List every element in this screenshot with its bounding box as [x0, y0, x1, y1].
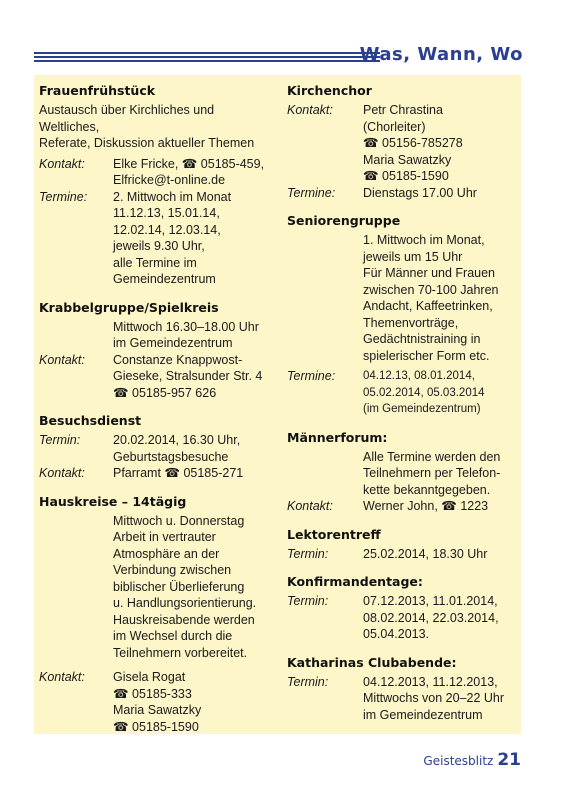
section-title: Besuchsdienst	[39, 413, 142, 428]
contact-value: Werner John, ☎ 1223	[363, 499, 489, 513]
magazine-name: Geistesblitz	[423, 754, 494, 768]
date-value: 07.12.2013, 11.01.2014, 08.02.2014, 22.03.2014, 05.04.2013.	[363, 594, 499, 641]
date-label: Termin:	[287, 594, 329, 608]
section-maennerforum	[287, 430, 519, 515]
date-label: Termin:	[287, 546, 329, 561]
section-kirchenchor	[287, 83, 519, 201]
dates-row	[287, 185, 519, 202]
section-seniorengruppe	[287, 213, 519, 418]
date-label: Termin:	[39, 433, 81, 447]
section-krabbelgruppe	[39, 300, 276, 402]
section-title: Seniorengruppe	[287, 213, 401, 228]
section-title: Krabbelgruppe/Spielkreis	[39, 299, 219, 315]
section-title: Lektorentreff	[287, 526, 381, 542]
contact-label: Kontakt:	[39, 156, 85, 171]
date-row	[287, 674, 519, 724]
date-label: Termin:	[287, 674, 329, 689]
info-row	[287, 232, 519, 364]
dates-value: Dienstags 17.00 Uhr	[363, 185, 477, 200]
contact-row	[39, 465, 276, 482]
section-title: Hauskreise – 14tägig	[39, 493, 187, 509]
section-title: Kirchenchor	[287, 83, 372, 98]
right-column	[287, 83, 519, 735]
dates-value: 2. Mittwoch im Monat 11.12.13, 15.01.14, 12.02.14, 12.03.14, jeweils 9.30 Uhr, alle Termine im Gemeindezentrum	[113, 189, 232, 286]
section-besuchsdienst	[39, 413, 276, 482]
info-value: Mittwoch 16.30–18.00 Uhr im Gemeindezentrum	[113, 319, 259, 350]
page-footer	[423, 750, 521, 770]
left-column	[39, 83, 276, 747]
date-value: 25.02.2014, 18.30 Uhr	[363, 546, 488, 561]
date-row	[39, 432, 276, 465]
info-value: 1. Mittwoch im Monat, jeweils um 15 Uhr Für Männer und Frauen zwischen 70-100 Jahren Andacht, Kaffeetrinken, Themenvorträge, Gedächtnistraining in spielerischer Form etc.	[363, 233, 499, 363]
dates-label: Termine:	[287, 185, 336, 200]
contact-value: Elke Fricke, ☎ 05185-459, Elfricke@t-online.de	[113, 156, 265, 187]
contact-label: Kontakt:	[39, 466, 85, 480]
contact-value: Gisela Rogat ☎ 05185-333 Maria Sawatzky ☎ 05185-1590	[113, 670, 202, 734]
date-value: 04.12.2013, 11.12.2013, Mittwochs von 20–22 Uhr im Gemeindezentrum	[363, 674, 505, 722]
page-number: 21	[497, 750, 521, 770]
header-rule	[34, 52, 380, 66]
dates-label: Termine:	[39, 189, 88, 204]
contact-value: Petr Chrastina (Chorleiter) ☎ 05156-785278 Maria Sawatzky ☎ 05185-1590	[363, 103, 463, 183]
contact-value: Constanze Knappwost- Gieseke, Stralsunder Str. 4 ☎ 05185-957 626	[113, 352, 263, 400]
contact-label: Kontakt:	[39, 670, 85, 684]
section-lektorentreff	[287, 527, 519, 563]
date-row	[287, 593, 519, 643]
contact-row	[39, 669, 276, 735]
section-title: Frauenfrühstück	[39, 83, 156, 98]
section-title: Katharinas Clubabende:	[287, 654, 457, 670]
date-value: 20.02.2014, 16.30 Uhr, Geburtstagsbesuche	[113, 433, 241, 464]
section-title: Männerforum:	[287, 429, 388, 445]
dates-label: Termine:	[287, 369, 336, 383]
contact-row	[287, 102, 519, 185]
info-row	[39, 319, 276, 352]
events-panel	[34, 75, 521, 734]
section-hauskreise	[39, 494, 276, 736]
section-clubabende	[287, 655, 519, 724]
info-value: Alle Termine werden den Teilnehmern per Telefon- kette bekanntgegeben.	[363, 449, 501, 497]
dates-row	[287, 368, 519, 418]
page-title: Was, Wann, Wo	[359, 44, 523, 65]
contact-row	[39, 156, 276, 189]
contact-label: Kontakt:	[287, 499, 333, 513]
contact-label: Kontakt:	[39, 352, 85, 367]
contact-row	[39, 352, 276, 402]
info-row	[287, 449, 519, 499]
info-value: Mittwoch u. Donnerstag Arbeit in vertrauter Atmosphäre an der Verbindung zwischen biblischer Überlieferung u. Handlungsorientierung. Hauskreisabende werden im Wechsel durch die Teilnehmern vorbereitet.	[113, 513, 257, 660]
dates-value: 04.12.13, 08.01.2014, 05.02.2014, 05.03.2014 (im Gemeindezentrum)	[363, 370, 485, 415]
contact-label: Kontakt:	[287, 103, 333, 117]
contact-row	[287, 498, 519, 515]
section-konfirmandentage	[287, 574, 519, 643]
dates-row	[39, 189, 276, 288]
info-row	[39, 513, 276, 662]
section-description: Austausch über Kirchliches und Weltliches, Referate, Diskussion aktueller Themen	[39, 103, 255, 150]
contact-value: Pfarramt ☎ 05185-271	[113, 466, 244, 480]
section-title: Konfirmandentage:	[287, 574, 423, 589]
section-frauenfruehstueck	[39, 83, 276, 288]
date-row	[287, 546, 519, 563]
